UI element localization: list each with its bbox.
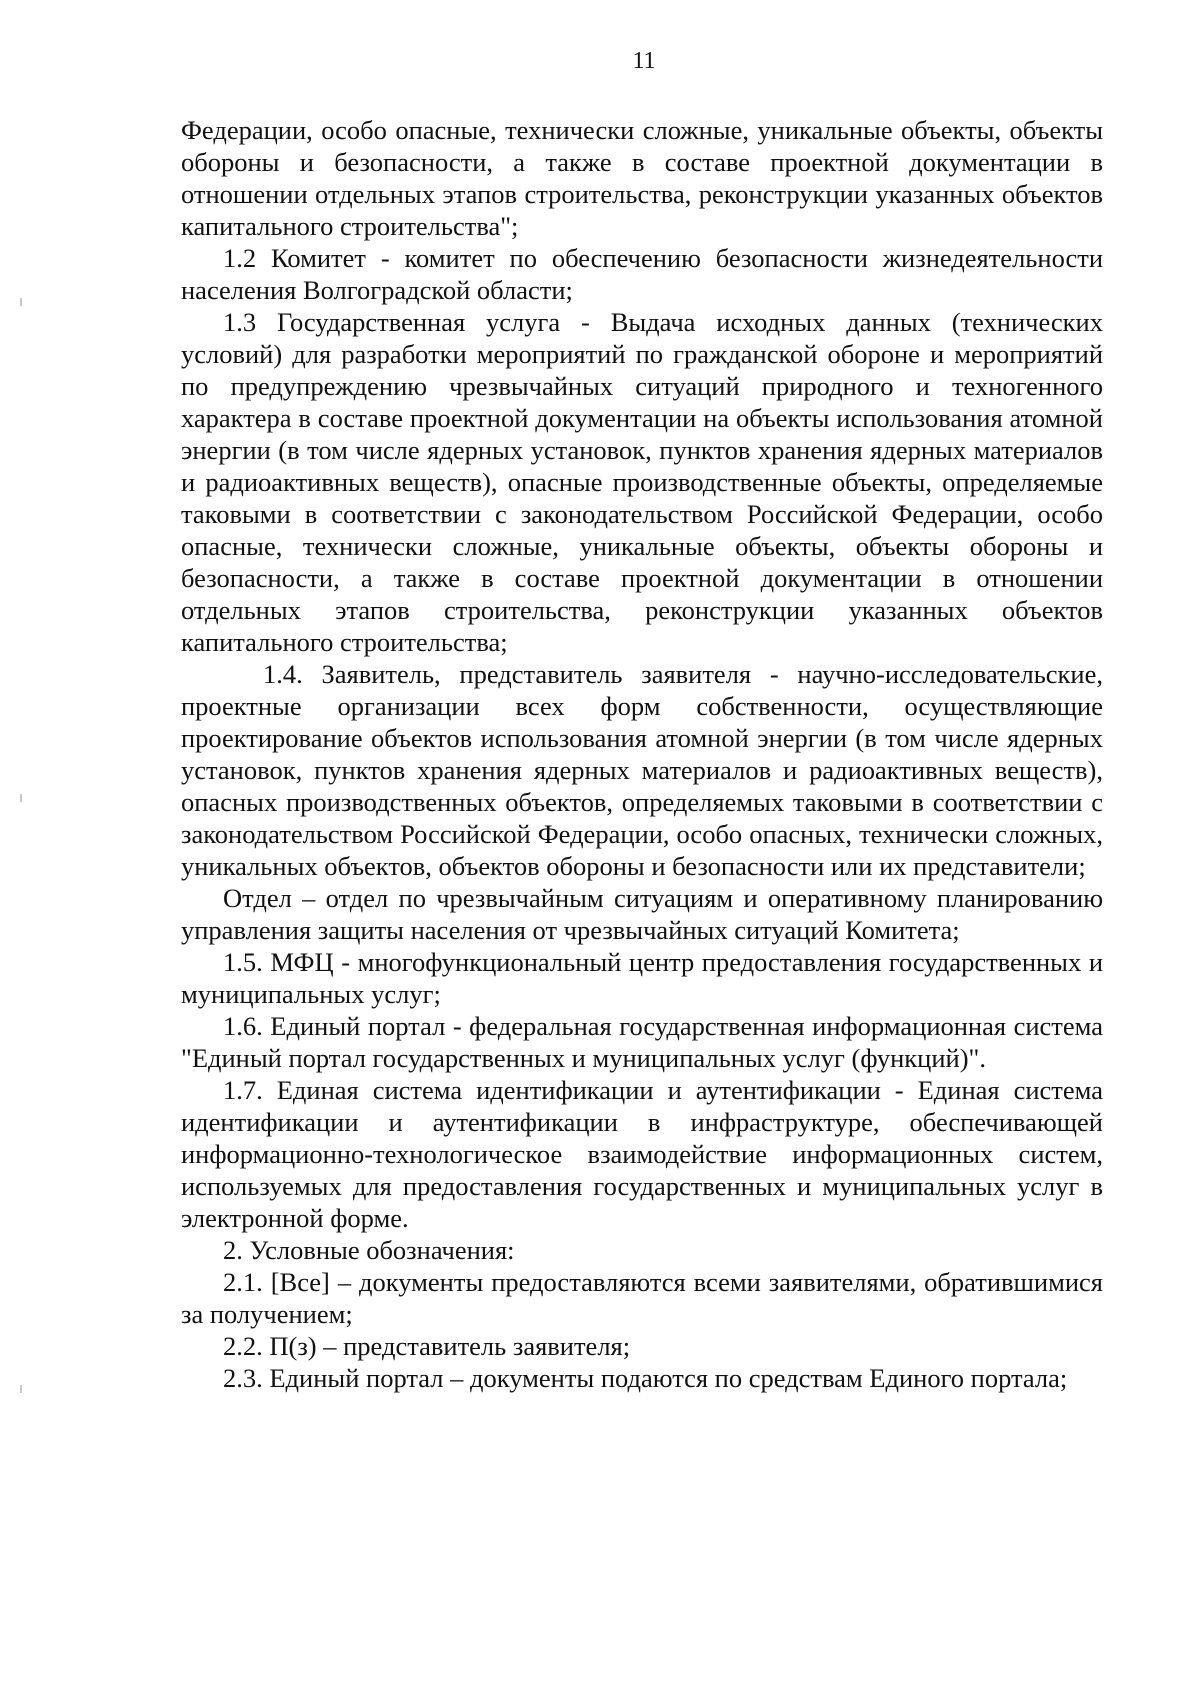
paragraph-committee-definition: 1.2 Комитет - комитет по обеспечению безопасности жизнедеятельности населения Волгоградской области; <box>181 243 1103 305</box>
paragraph-applicant-definition: 1.4. Заявитель, представитель заявителя - научно-исследовательские, проектные организации всех форм собственности, осуществляющие проектирование объектов использования атомной энергии (в том числе ядерных установок, пунктов хранения ядерных материалов и радиоактивных веществ), опасных производственных объектов, определяемых таковыми в соответствии с законодательством Российской Федерации, особо опасных, технически сложных, уникальных объектов, объектов обороны и безопасности или их представители; <box>181 659 1103 881</box>
paragraph-public-service-definition: 1.3 Государственная услуга - Выдача исходных данных (технических условий) для разработки мероприятий по гражданской обороне и мероприятий по предупреждению чрезвычайных ситуаций природного и техногенного характера в составе проектной документации на объекты использования атомной энергии (в том числе ядерных установок, пунктов хранения ядерных материалов и радиоактивных веществ), опасные производственные объекты, определяемые таковыми в соответствии с законодательством Российской Федерации, особо опасные, технически сложные, уникальные объекты, объекты обороны и безопасности, а также в составе проектной документации в отношении отдельных этапов строительства, реконструкции указанных объектов капитального строительства; <box>181 307 1103 657</box>
scan-artifact <box>20 1385 22 1393</box>
paragraph-definition-continuation: Федерации, особо опасные, технически сложные, уникальные объекты, объекты обороны и безопасности, а также в составе проектной документации в отношении отдельных этапов строительства, реконструкции указанных объектов капитального строительства"; <box>181 115 1103 241</box>
paragraph-unified-portal-definition: 1.6. Единый портал - федеральная государственная информационная система "Единый портал государственных и муниципальных услуг (функций)". <box>181 1011 1103 1073</box>
paragraph-notation-all: 2.1. [Все] – документы предоставляются всеми заявителями, обратившимися за получением; <box>181 1267 1103 1329</box>
paragraph-notation-heading: 2. Условные обозначения: <box>223 1235 515 1265</box>
page-number: 11 <box>632 48 656 74</box>
scan-artifact <box>20 794 22 802</box>
paragraph-identification-system-definition: 1.7. Единая система идентификации и аутентификации - Единая система идентификации и аутентификации в инфраструктуре, обеспечивающей информационно-технологическое взаимодействие информационных систем, используемых для предоставления государственных и муниципальных услуг в электронной форме. <box>181 1075 1103 1233</box>
paragraph-notation-representative: 2.2. П(з) – представитель заявителя; <box>223 1331 631 1361</box>
paragraph-department-definition: Отдел – отдел по чрезвычайным ситуациям и оперативному планированию управления защиты населения от чрезвычайных ситуаций Комитета; <box>181 883 1103 945</box>
paragraph-mfc-definition: 1.5. МФЦ - многофункциональный центр предоставления государственных и муниципальных услуг; <box>181 947 1103 1009</box>
scan-artifact <box>20 298 22 306</box>
paragraph-notation-portal: 2.3. Единый портал – документы подаются по средствам Единого портала; <box>223 1363 1068 1393</box>
document-body <box>181 114 1103 1394</box>
